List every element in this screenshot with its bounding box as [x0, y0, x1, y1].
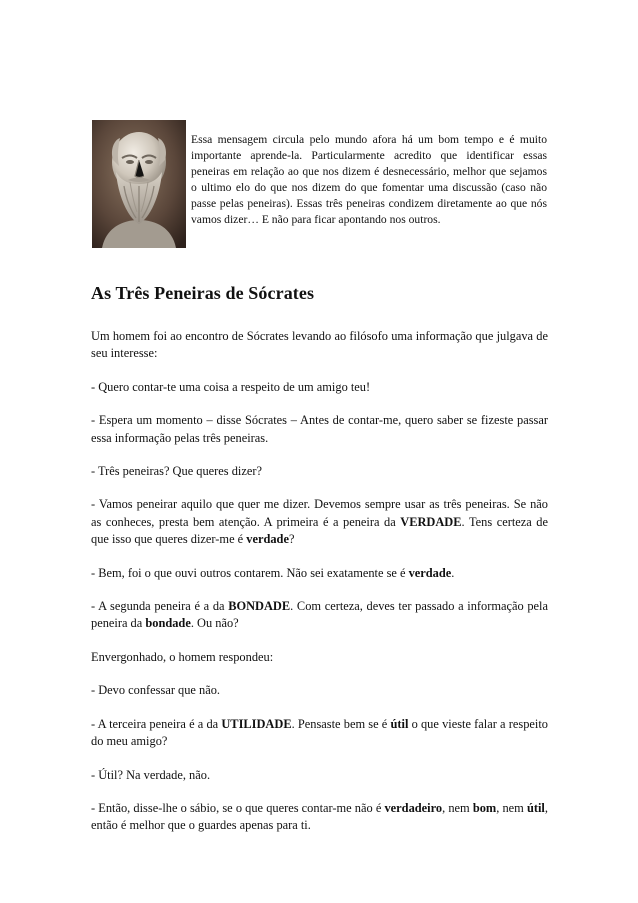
paragraph-6-text-c: .: [451, 565, 455, 580]
paragraph-12-text-c: , nem: [442, 800, 473, 815]
paragraph-7: [91, 598, 548, 633]
intro-paragraph: Essa mensagem circula pelo mundo afora há um bom tempo e é muito importante aprende-la. Particularmente acredito que identificar essas peneiras em relação ao que nos dizem é desnecessário, melhor que sejamos o ultimo elo do que nos dizem do que fomentar uma discussão (caso não passe pelas peneiras). Essas três peneiras condizem diretamente ao que nós vamos dizer… E não para ficar apontando nos outros.: [191, 133, 547, 226]
paragraph-12-text-a: - Então, disse-lhe o sábio, se o que queres contar-me não é: [91, 800, 385, 815]
paragraph-11: - Útil? Na verdade, não.: [91, 767, 211, 782]
paragraph-7-text-a: - A segunda peneira é a da: [91, 599, 229, 614]
bold-utilidade-caps: UTILIDADE: [221, 716, 292, 731]
paragraph-3: - Espera um momento – disse Sócrates – Antes de contar-me, quero saber se fizeste passar essa informação pelas três peneiras.: [91, 413, 548, 445]
bold-verdade-caps: VERDADE: [400, 514, 462, 529]
bold-verdadeiro: verdadeiro: [384, 800, 443, 815]
paragraph-6-text-a: - Bem, foi o que ouvi outros contarem. Não sei exatamente se é: [91, 565, 409, 580]
paragraph-2: - Quero contar-te uma coisa a respeito de um amigo teu!: [91, 379, 371, 394]
paragraph-10-text-a: - A terceira peneira é a da: [91, 716, 222, 731]
socrates-bust-image: [92, 120, 186, 248]
paragraph-7-text-c: . Com certeza, deves ter passado a informação pela peneira da: [91, 599, 548, 631]
paragraph-8: Envergonhado, o homem respondeu:: [91, 649, 274, 664]
paragraph-7-text-d: . Ou não?: [190, 616, 239, 631]
paragraph-5-text-c: . Tens certeza de que isso que queres dizer-me é: [91, 514, 548, 547]
paragraph-9: - Devo confessar que não.: [91, 683, 221, 698]
paragraph-10-text-c: . Pensaste bem se é: [291, 716, 391, 731]
paragraph-10: [91, 716, 548, 751]
paragraph-5: [91, 496, 548, 548]
bold-util-2: útil: [526, 800, 545, 815]
bold-verdade: verdade: [246, 532, 289, 547]
paragraph-10-text-d: o que vieste falar a respeito do meu amigo?: [91, 716, 548, 749]
paragraph-4: - Três peneiras? Que queres dizer?: [91, 464, 262, 479]
bold-bondade-caps: BONDADE: [228, 599, 291, 614]
article-title: As Três Peneiras de Sócrates: [91, 283, 315, 303]
paragraph-12: [91, 800, 548, 835]
bold-bom: bom: [472, 800, 497, 815]
bold-verdade-2: verdade: [408, 565, 452, 580]
article-body: [91, 328, 548, 851]
paragraph-5-text-a: - Vamos peneirar aquilo que quer me dizer. Devemos sempre usar as três peneiras. Se não as conheces, presta bem atenção. A primeira é a peneira da: [91, 497, 548, 529]
socrates-bust-illustration: [92, 120, 186, 248]
bold-bondade: bondade: [145, 616, 191, 631]
paragraph-1: Um homem foi ao encontro de Sócrates levando ao filósofo uma informação que julgava de seu interesse:: [91, 329, 548, 361]
paragraph-6: [91, 565, 548, 582]
paragraph-12-text-d: , nem: [496, 800, 527, 815]
paragraph-12-text-e: , então é melhor que o guardes apenas para ti.: [91, 800, 548, 833]
bold-util: útil: [390, 716, 409, 731]
paragraph-5-text-d: ?: [288, 532, 295, 547]
